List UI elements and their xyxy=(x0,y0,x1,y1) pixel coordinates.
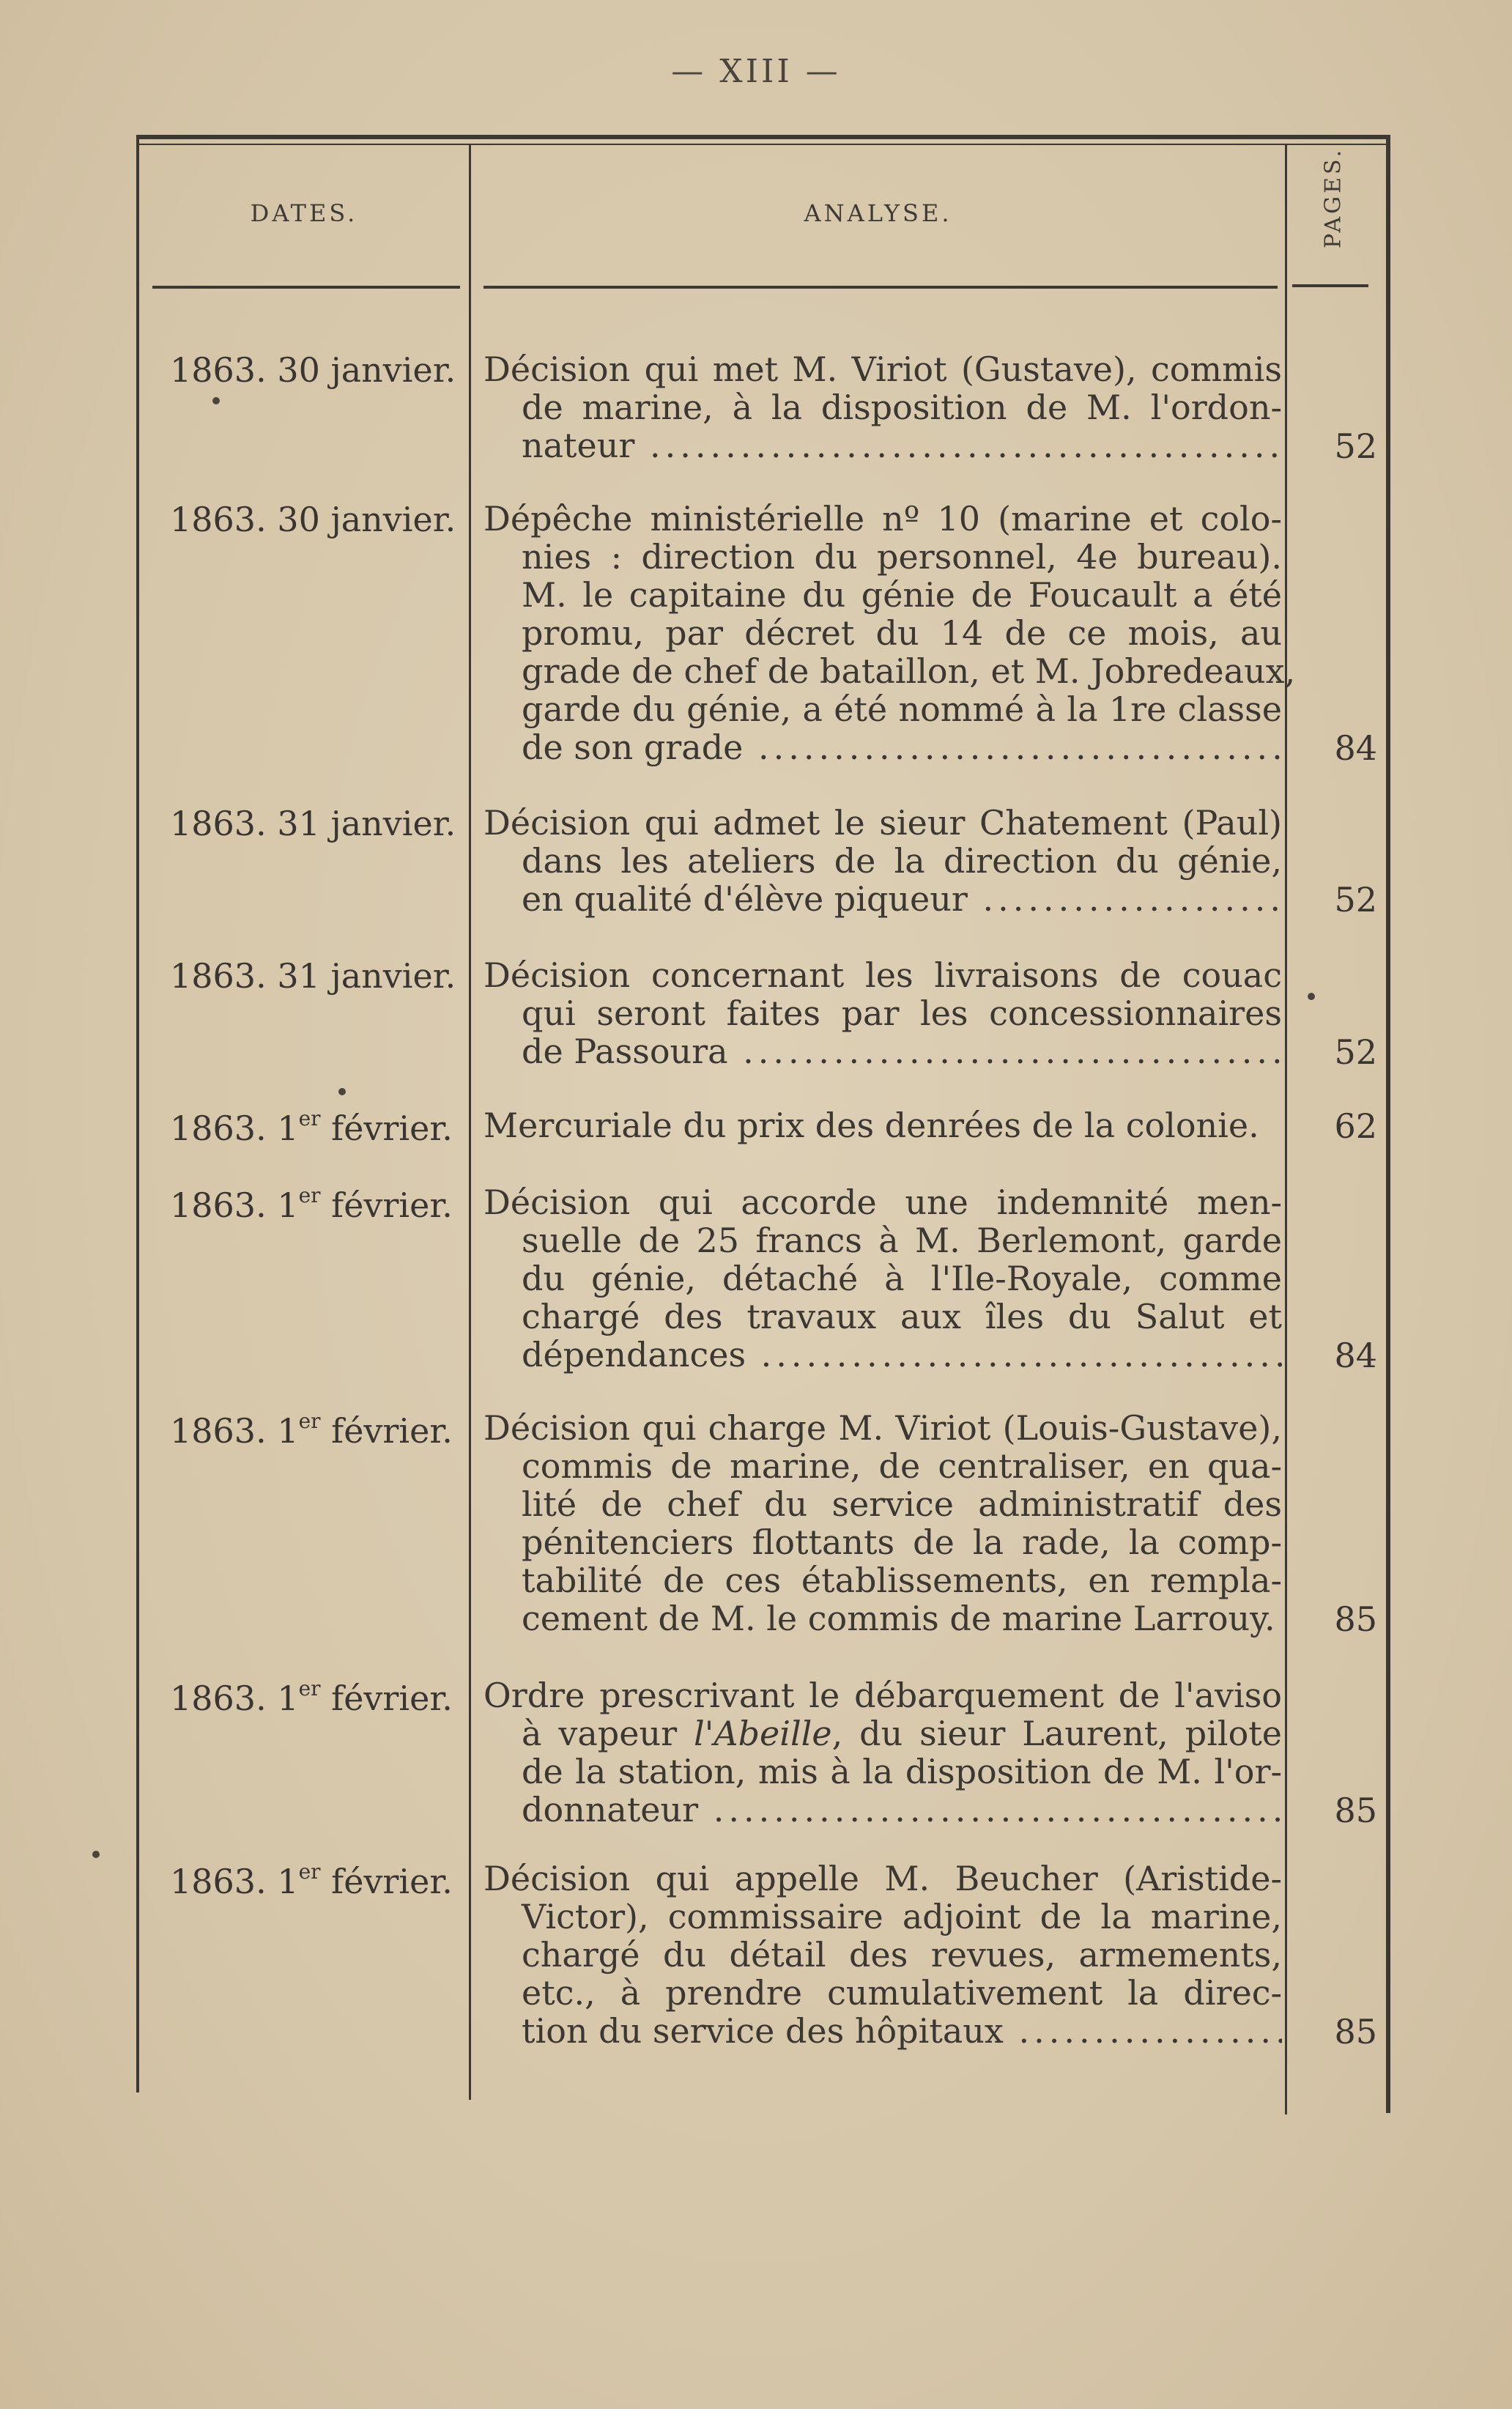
entry-date-year: 1863. xyxy=(170,1411,278,1451)
entry-analysis-line: Décision concernant les livraisons de couac xyxy=(483,955,1282,995)
entry-analysis-line: qui seront faites par les concessionnaires xyxy=(522,993,1282,1033)
speck xyxy=(338,1088,346,1095)
table-top-rule xyxy=(136,135,1390,139)
entry-analysis-line: commis de marine, de centraliser, en qua- xyxy=(522,1446,1282,1486)
entry-date-day: 31 xyxy=(277,804,320,843)
page-header: — XIII — xyxy=(671,53,841,90)
entry-analysis-line: Décision qui accorde une indemnité men- xyxy=(483,1183,1282,1222)
entry-date-month: janvier. xyxy=(319,500,456,539)
entry-analysis xyxy=(483,350,1282,465)
entry-analysis xyxy=(483,1106,1282,1144)
entry-date-month: février. xyxy=(320,1411,453,1451)
entry-date-sup: er xyxy=(298,1106,321,1131)
entry-analysis-line: cement de M. le commis de marine Larrouy. xyxy=(522,1599,1275,1638)
entry-page-number: 85 xyxy=(1334,1791,1377,1830)
entry-analysis-line: de son grade ..... xyxy=(483,728,1282,766)
entry-analysis xyxy=(483,499,1296,766)
analyse-header-rule xyxy=(483,286,1278,289)
entry-date-month: janvier. xyxy=(319,804,456,843)
entry-analysis-line: en qualité d'élève piqueur ..... xyxy=(483,880,1282,918)
entry-date xyxy=(170,804,456,843)
entry-date xyxy=(170,956,456,996)
entry-analysis-line: Décision qui appelle M. Beucher (Aristide- xyxy=(483,1859,1282,1898)
entry-analysis-line: à vapeur l'Abeille, du sieur Laurent, pilote xyxy=(522,1714,1283,1753)
entry-date-month: février. xyxy=(320,1679,453,1718)
entry-date-year: 1863. xyxy=(170,1109,278,1148)
entry-date-day: 1 xyxy=(277,1109,299,1148)
entry-analysis xyxy=(483,1676,1282,1829)
entry-analysis-line: Décision qui met M. Viriot (Gustave), commis xyxy=(483,349,1282,389)
entry-date xyxy=(170,1860,453,1901)
entry-analysis xyxy=(483,1183,1282,1374)
dates-column-divider xyxy=(469,144,471,2100)
entry-date-day: 1 xyxy=(277,1862,299,1901)
entry-analysis-line: Ordre prescrivant le débarquement de l'aviso xyxy=(483,1676,1282,1715)
entry-analysis-line: chargé des travaux aux îles du Salut et xyxy=(522,1297,1282,1336)
entry-analysis-line: grade de chef de bataillon, et M. Jobredeaux, xyxy=(522,651,1296,691)
entry-date xyxy=(170,350,456,390)
entry-page-number: 52 xyxy=(1334,1032,1377,1072)
entry-date xyxy=(170,1676,453,1718)
entry-date-year: 1863. xyxy=(170,1862,278,1901)
entry-date-month: février. xyxy=(320,1185,453,1225)
entry-analysis-line: garde du génie, a été nommé à la 1re classe xyxy=(522,689,1282,729)
entry-date-day: 30 xyxy=(277,500,320,539)
entry-date-year: 1863. xyxy=(170,1185,278,1225)
entry-analysis-line: suelle de 25 francs à M. Berlemont, garde xyxy=(522,1221,1282,1260)
entry-date-month: février. xyxy=(320,1109,453,1148)
entry-analysis-line: nateur ..... xyxy=(483,426,1282,465)
entry-page-number: 52 xyxy=(1334,426,1377,466)
entry-analysis-line: nies : direction du personnel, 4e bureau). xyxy=(522,537,1282,577)
entry-analysis xyxy=(483,1860,1282,2050)
entry-analysis xyxy=(483,956,1282,1070)
entry-analysis-line: Décision qui charge M. Viriot (Louis-Gustave), xyxy=(483,1408,1282,1448)
entry-analysis-line: de la station, mis à la disposition de M. l'or- xyxy=(522,1752,1282,1791)
entry-page-number: 52 xyxy=(1334,880,1377,919)
table-top-rule-thin xyxy=(136,144,1390,145)
speck xyxy=(92,1851,100,1858)
entry-date-sup: er xyxy=(298,1183,321,1207)
entry-analysis-line: pénitenciers flottants de la rade, la comp- xyxy=(522,1522,1282,1562)
entry-page-number: 85 xyxy=(1334,1599,1377,1639)
entry-analysis-line: M. le capitaine du génie de Foucault a été xyxy=(522,575,1282,615)
entry-analysis-line: de Passoura ..... xyxy=(483,1032,1282,1070)
entry-analysis-line: Décision qui admet le sieur Chatement (Paul) xyxy=(483,803,1282,843)
table-right-border xyxy=(1386,135,1390,2113)
dates-header-rule xyxy=(152,286,460,289)
table-left-border xyxy=(136,135,139,2092)
entry-date-year: 1863. xyxy=(170,1679,278,1718)
speck xyxy=(1308,993,1315,1000)
entry-analysis-line: chargé du détail des revues, armements, xyxy=(522,1935,1282,1975)
entry-date-day: 1 xyxy=(277,1679,299,1718)
entry-date-sup: er xyxy=(298,1676,321,1701)
entry-analysis-line: lité de chef du service administratif des xyxy=(522,1484,1282,1524)
entry-date-sup: er xyxy=(298,1409,321,1433)
entry-analysis-line: Mercuriale du prix des denrées de la colonie. xyxy=(483,1106,1259,1145)
entry-analysis-line: tion du service des hôpitaux ..... xyxy=(483,2012,1282,2050)
entry-date xyxy=(170,1183,453,1225)
column-head-analyse: ANALYSE. xyxy=(804,199,952,227)
speck xyxy=(212,397,220,404)
entry-page-number: 85 xyxy=(1334,2012,1377,2051)
entry-analysis-line: Victor), commissaire adjoint de la marine, xyxy=(522,1897,1282,1936)
entry-analysis-line: donnateur ..... xyxy=(483,1791,1282,1829)
entry-analysis xyxy=(483,1409,1282,1638)
entry-date-day: 1 xyxy=(277,1185,299,1225)
entry-date-year: 1863. xyxy=(170,804,278,843)
entry-date-day: 1 xyxy=(277,1411,299,1451)
entry-page-number: 84 xyxy=(1334,1336,1377,1375)
entry-date-year: 1863. xyxy=(170,956,278,996)
entry-analysis-line: tabilité de ces établissements, en rempla- xyxy=(522,1561,1282,1600)
entry-analysis-line: de marine, à la disposition de M. l'ordon- xyxy=(522,388,1282,427)
entry-date-day: 30 xyxy=(277,350,320,390)
entry-analysis xyxy=(483,804,1282,918)
entry-date xyxy=(170,500,456,539)
entry-date-year: 1863. xyxy=(170,500,278,539)
column-head-pages: PAGES. xyxy=(1320,147,1346,248)
pages-column-divider xyxy=(1285,144,1287,2114)
entry-date-month: janvier. xyxy=(319,350,456,390)
entry-date-month: février. xyxy=(320,1862,453,1901)
entry-analysis-line: dépendances ..... xyxy=(483,1336,1282,1374)
entry-date-month: janvier. xyxy=(319,956,456,996)
entry-analysis-line: dans les ateliers de la direction du génie, xyxy=(522,841,1282,881)
entry-analysis-line: du génie, détaché à l'Ile-Royale, comme xyxy=(522,1259,1282,1298)
entry-page-number: 62 xyxy=(1334,1106,1377,1146)
pages-header-rule xyxy=(1292,284,1368,287)
entry-date xyxy=(170,1409,453,1451)
column-head-dates: DATES. xyxy=(250,199,358,227)
entry-page-number: 84 xyxy=(1334,728,1377,768)
entry-date-year: 1863. xyxy=(170,350,278,390)
entry-analysis-line: promu, par décret du 14 de ce mois, au xyxy=(522,613,1282,653)
entry-analysis-line: etc., à prendre cumulativement la direc- xyxy=(522,1973,1282,2013)
entry-analysis-line: Dépêche ministérielle nº 10 (marine et colo- xyxy=(483,499,1282,539)
entry-date-day: 31 xyxy=(277,956,320,996)
entry-date xyxy=(170,1106,453,1148)
entry-date-sup: er xyxy=(298,1860,321,1884)
